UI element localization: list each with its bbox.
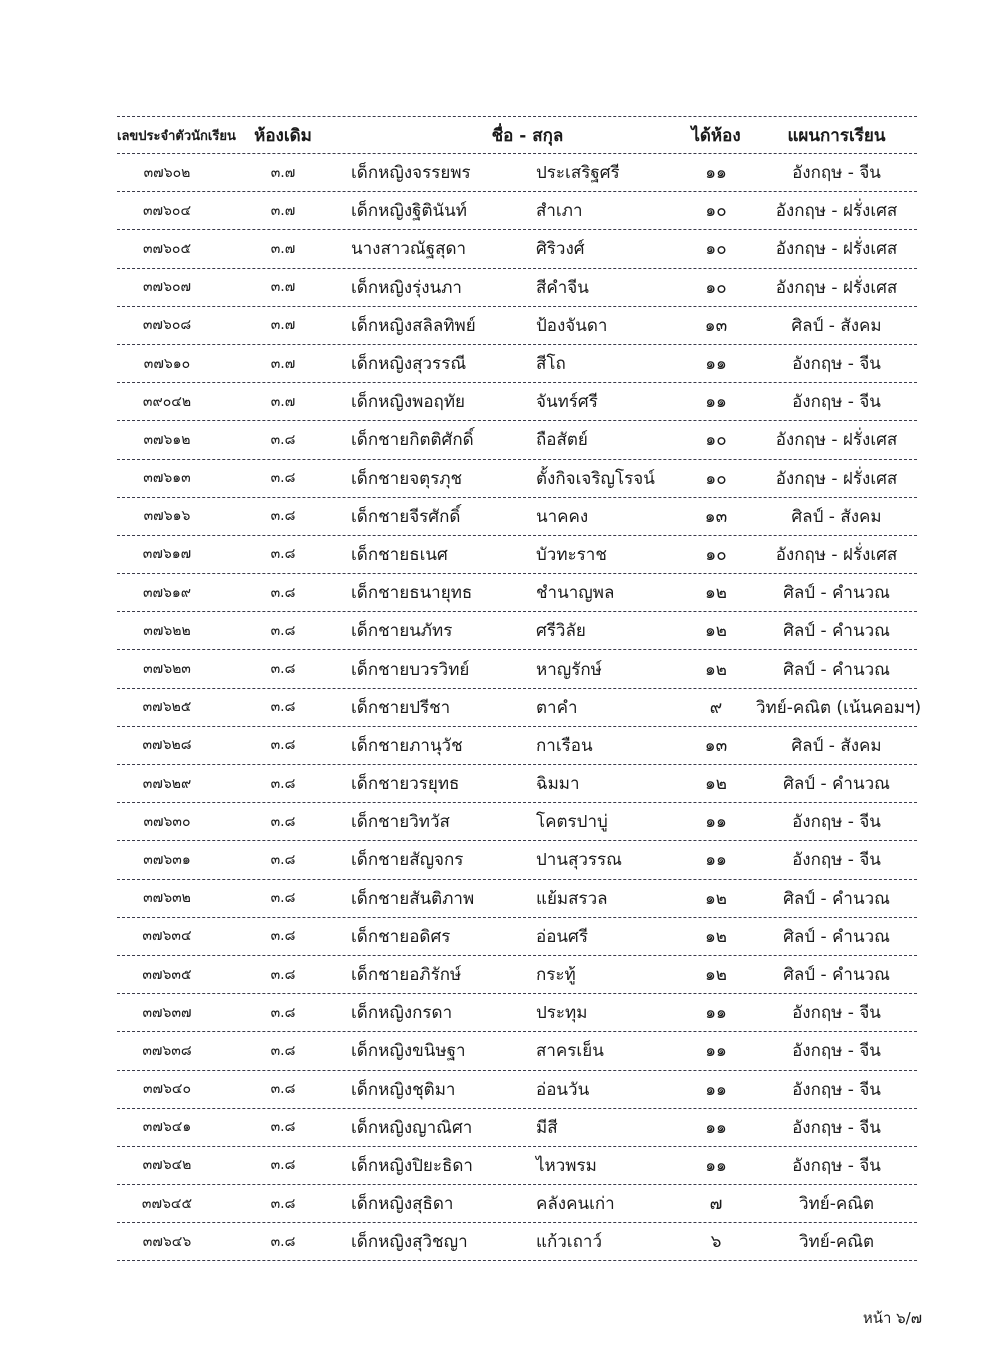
study-plan-cell: อังกฤษ - ฝรั่งเศส [775,201,898,222]
table-row [117,154,917,192]
table-row [117,1032,917,1070]
last-name-cell: สาครเย็น [536,1041,604,1062]
study-plan-cell: อังกฤษ - ฝรั่งเศส [775,430,898,451]
student-id-cell: ๓๗๖๓๐ [143,813,191,830]
first-name-cell: เด็กหญิงชุติมา [351,1079,456,1100]
study-plan-cell: อังกฤษ - จีน [792,1003,881,1024]
first-name-cell: เด็กหญิงพอฤทัย [351,392,466,413]
last-name-cell: ฉิมมา [536,774,580,795]
new-room-cell: ๑๓ [704,315,728,336]
new-room-cell: ๑๐ [705,277,727,298]
last-name-cell: ศรีวิลัย [536,621,586,642]
new-room-cell: ๑๐ [705,468,727,489]
first-name-cell: เด็กชายนภัทร [351,621,453,642]
old-room-cell: ๓.๘ [270,546,296,563]
table-row [117,192,917,230]
first-name-cell: เด็กชายจีรศักดิ์ [351,506,461,527]
first-name-cell: เด็กชายวิทวัส [351,812,450,833]
new-room-cell: ๑๑ [705,1155,727,1176]
old-room-cell: ๓.๘ [270,775,296,792]
student-id-cell: ๓๗๖๒๕ [142,699,192,716]
student-id-cell: ๓๗๖๐๘ [142,317,192,334]
old-room-cell: ๓.๘ [270,1081,296,1098]
header-name: ชื่อ - สกุล [491,125,564,146]
student-id-cell: ๓๗๖๒๙ [142,775,192,792]
old-room-cell: ๓.๘ [270,1233,296,1250]
study-plan-cell: ศิลป์ - สังคม [791,315,882,336]
student-id-cell: ๓๗๖๐๒ [143,164,191,181]
last-name-cell: คลังคนเก่า [536,1194,615,1215]
last-name-cell: จันทร์ศรี [536,392,598,413]
table-row [117,421,917,459]
table-row [117,918,917,956]
study-plan-cell: อังกฤษ - จีน [792,812,881,833]
study-plan-cell: อังกฤษ - จีน [792,1079,881,1100]
student-id-cell: ๓๗๖๐๕ [142,240,192,257]
new-room-cell: ๑๑ [705,392,727,413]
study-plan-cell: ศิลป์ - สังคม [791,735,882,756]
table-row [117,1147,917,1185]
first-name-cell: เด็กชายอภิรักษ์ [351,965,462,986]
first-name-cell: เด็กหญิงจรรยพร [351,163,471,184]
first-name-cell: เด็กชายสัญจกร [351,850,464,871]
last-name-cell: สีคำจีน [536,277,589,298]
study-plan-cell: อังกฤษ - จีน [792,163,881,184]
header-old-room: ห้องเดิม [254,125,312,146]
old-room-cell: ๓.๘ [270,851,296,868]
student-id-cell: ๓๗๖๓๑ [143,851,191,868]
old-room-cell: ๓.๗ [270,240,296,257]
table-row [117,536,917,574]
study-plan-cell: ศิลป์ - คำนวณ [783,621,890,642]
old-room-cell: ๓.๘ [270,1157,296,1174]
last-name-cell: โคตรปาบู่ [536,812,608,833]
table-row [117,803,917,841]
new-room-cell: ๑๒ [705,659,727,680]
student-id-cell: ๓๗๖๔๐ [142,1081,192,1098]
table-row [117,1223,917,1261]
student-id-cell: ๓๗๖๐๔ [142,202,192,219]
new-room-cell: ๗ [709,1194,723,1215]
student-room-table [117,116,922,1261]
table-row [117,1071,917,1109]
table-row [117,230,917,268]
last-name-cell: บัวทะราช [536,544,607,565]
study-plan-cell: อังกฤษ - ฝรั่งเศส [775,239,898,260]
student-id-cell: ๓๗๖๐๗ [142,279,192,296]
old-room-cell: ๓.๘ [270,1119,296,1136]
last-name-cell: กระทู้ [536,965,576,986]
header-study-plan: แผนการเรียน [787,125,886,146]
last-name-cell: ศิริวงศ์ [536,239,585,260]
last-name-cell: ตั้งกิจเจริญโรจน์ [536,468,655,489]
new-room-cell: ๖ [710,1232,722,1253]
study-plan-cell: อังกฤษ - จีน [792,850,881,871]
first-name-cell: เด็กหญิงสุธิดา [351,1194,454,1215]
student-id-cell: ๓๗๖๑๖ [143,508,191,525]
first-name-cell: เด็กหญิงขนิษฐา [351,1041,466,1062]
last-name-cell: อ่อนวัน [536,1079,590,1100]
student-id-cell: ๓๗๖๓๔ [142,928,192,945]
last-name-cell: ตาคำ [536,697,578,718]
old-room-cell: ๓.๘ [270,737,296,754]
student-id-cell: ๓๗๖๔๕ [141,1195,193,1212]
old-room-cell: ๓.๘ [270,928,296,945]
table-row [117,994,917,1032]
study-plan-cell: อังกฤษ - จีน [792,392,881,413]
page-number: หน้า ๖/๗ [862,1309,922,1327]
student-id-cell: ๓๗๖๒๒ [143,622,191,639]
study-plan-cell: ศิลป์ - คำนวณ [783,774,890,795]
first-name-cell: เด็กชายวรยุทธ [351,774,460,795]
table-body [117,154,922,1261]
table-row [117,460,917,498]
last-name-cell: ชำนาญพล [536,583,615,604]
first-name-cell: เด็กหญิงฐิตินันท์ [351,201,468,222]
old-room-cell: ๓.๗ [270,279,296,296]
first-name-cell: เด็กชายธนายุทธ [351,583,473,604]
old-room-cell: ๓.๘ [270,1004,296,1021]
table-row [117,307,917,345]
student-id-cell: ๓๗๖๒๓ [143,661,191,678]
table-row [117,383,917,421]
first-name-cell: เด็กหญิงสุวรรณี [351,354,467,375]
new-room-cell: ๑๒ [705,583,727,604]
new-room-cell: ๑๒ [705,888,727,909]
last-name-cell: ไหวพรม [536,1155,597,1176]
first-name-cell: นางสาวณัฐสุดา [351,239,467,260]
table-row [117,269,917,307]
study-plan-cell: ศิลป์ - คำนวณ [783,926,890,947]
first-name-cell: เด็กชายสันติภาพ [351,888,475,909]
study-plan-cell: อังกฤษ - จีน [792,1041,881,1062]
student-id-cell: ๓๗๖๓๘ [142,1042,192,1059]
last-name-cell: ปานสุวรรณ [536,850,622,871]
study-plan-cell: อังกฤษ - ฝรั่งเศส [775,468,898,489]
new-room-cell: ๑๒ [705,926,727,947]
old-room-cell: ๓.๘ [270,966,296,983]
last-name-cell: อ่อนศรี [536,926,588,947]
student-id-cell: ๓๗๖๓๕ [142,966,192,983]
first-name-cell: เด็กหญิงปิยะธิดา [351,1155,473,1176]
study-plan-cell: ศิลป์ - สังคม [791,506,882,527]
study-plan-cell: ศิลป์ - คำนวณ [783,583,890,604]
first-name-cell: เด็กชายกิตติศักดิ์ [351,430,474,451]
study-plan-cell: อังกฤษ - จีน [792,1117,881,1138]
study-plan-cell: อังกฤษ - ฝรั่งเศส [775,544,898,565]
old-room-cell: ๓.๘ [270,584,296,601]
table-row [117,727,917,765]
old-room-cell: ๓.๘ [270,1042,296,1059]
first-name-cell: เด็กชายจตุรภุช [351,468,463,489]
old-room-cell: ๓.๘ [270,661,296,678]
table-header [117,116,917,154]
last-name-cell: หาญรักษ์ [536,659,602,680]
student-id-cell: ๓๗๖๒๘ [142,737,192,754]
student-id-cell: ๓๗๖๑๐ [143,355,191,372]
old-room-cell: ๓.๘ [270,622,296,639]
old-room-cell: ๓.๗ [270,317,296,334]
last-name-cell: นาคคง [536,506,589,527]
old-room-cell: ๓.๗ [270,202,296,219]
student-id-cell: ๓๙๐๔๒ [142,393,192,410]
table-row [117,841,917,879]
table-row [117,765,917,803]
table-row [117,1109,917,1147]
student-id-cell: ๓๗๖๓๗ [142,1004,192,1021]
first-name-cell: เด็กชายอดิศร [351,926,451,947]
table-row [117,956,917,994]
last-name-cell: แก้วเถาว์ [536,1232,602,1253]
first-name-cell: เด็กชายธเนศ [351,544,448,565]
last-name-cell: ถือสัตย์ [536,430,588,451]
table-row [117,650,917,688]
study-plan-cell: อังกฤษ - ฝรั่งเศส [775,277,898,298]
new-room-cell: ๑๑ [705,163,727,184]
old-room-cell: ๓.๘ [270,699,296,716]
first-name-cell: เด็กหญิงรุ่งนภา [351,277,462,298]
last-name-cell: แย้มสรวล [536,888,608,909]
study-plan-cell: ศิลป์ - คำนวณ [783,659,890,680]
first-name-cell: เด็กชายบวรวิทย์ [351,659,470,680]
study-plan-cell: อังกฤษ - จีน [792,354,881,375]
last-name-cell: ประทุม [536,1003,588,1024]
old-room-cell: ๓.๗ [270,393,296,410]
first-name-cell: เด็กหญิงกรดา [351,1003,453,1024]
table-row [117,1185,917,1223]
last-name-cell: สีโถ [536,354,566,375]
table-row [117,880,917,918]
student-id-cell: ๓๗๖๑๓ [143,470,191,487]
table-row [117,345,917,383]
first-name-cell: เด็กชายปรีชา [351,697,451,718]
new-room-cell: ๑๑ [705,1079,727,1100]
new-room-cell: ๑๒ [705,965,727,986]
table-row [117,689,922,727]
header-student-id: เลขประจำตัวนักเรียน [117,128,236,144]
new-room-cell: ๑๑ [705,1117,727,1138]
new-room-cell: ๑๐ [705,544,727,565]
new-room-cell: ๑๐ [705,201,727,222]
old-room-cell: ๓.๗ [270,164,296,181]
first-name-cell: เด็กหญิงสลิลทิพย์ [351,315,476,336]
new-room-cell: ๑๑ [705,1003,727,1024]
old-room-cell: ๓.๘ [270,431,296,448]
table-row [117,612,917,650]
new-room-cell: ๙ [709,697,723,718]
new-room-cell: ๑๑ [705,850,727,871]
student-id-cell: ๓๗๖๑๙ [142,584,192,601]
first-name-cell: เด็กหญิงสุวิชญา [351,1232,468,1253]
new-room-cell: ๑๑ [705,1041,727,1062]
study-plan-cell: อังกฤษ - จีน [792,1155,881,1176]
new-room-cell: ๑๒ [705,774,727,795]
old-room-cell: ๓.๘ [270,508,296,525]
study-plan-cell: วิทย์-คณิต [798,1232,875,1253]
new-room-cell: ๑๓ [704,506,728,527]
header-new-room: ได้ห้อง [691,125,741,146]
student-id-cell: ๓๗๖๓๒ [143,890,191,907]
new-room-cell: ๑๐ [705,430,727,451]
study-plan-cell: ศิลป์ - คำนวณ [783,888,890,909]
last-name-cell: มีสี [536,1117,558,1138]
old-room-cell: ๓.๘ [270,470,296,487]
old-room-cell: ๓.๘ [270,890,296,907]
first-name-cell: เด็กหญิงญาณิศา [351,1117,473,1138]
old-room-cell: ๓.๘ [270,813,296,830]
new-room-cell: ๑๑ [705,354,727,375]
student-id-cell: ๓๗๖๔๖ [142,1233,192,1250]
last-name-cell: ประเสริฐศรี [536,163,620,184]
last-name-cell: ป้องจันดา [536,315,608,336]
new-room-cell: ๑๑ [705,812,727,833]
table-row [117,574,917,612]
student-id-cell: ๓๗๖๑๒ [143,431,191,448]
study-plan-cell: ศิลป์ - คำนวณ [783,965,890,986]
old-room-cell: ๓.๘ [270,1195,296,1212]
last-name-cell: สำเภา [536,201,583,222]
last-name-cell: กาเรือน [536,735,593,756]
old-room-cell: ๓.๗ [270,355,296,372]
study-plan-cell: วิทย์-คณิต [798,1194,875,1215]
student-id-cell: ๓๗๖๑๗ [142,546,192,563]
new-room-cell: ๑๐ [705,239,727,260]
student-id-cell: ๓๗๖๔๑ [142,1119,192,1136]
new-room-cell: ๑๓ [704,735,728,756]
new-room-cell: ๑๒ [705,621,727,642]
table-row [117,498,917,536]
first-name-cell: เด็กชายภานุวัช [351,735,463,756]
student-id-cell: ๓๗๖๔๒ [142,1157,192,1174]
study-plan-cell: วิทย์-คณิต (เน้นคอมฯ) [756,697,922,718]
